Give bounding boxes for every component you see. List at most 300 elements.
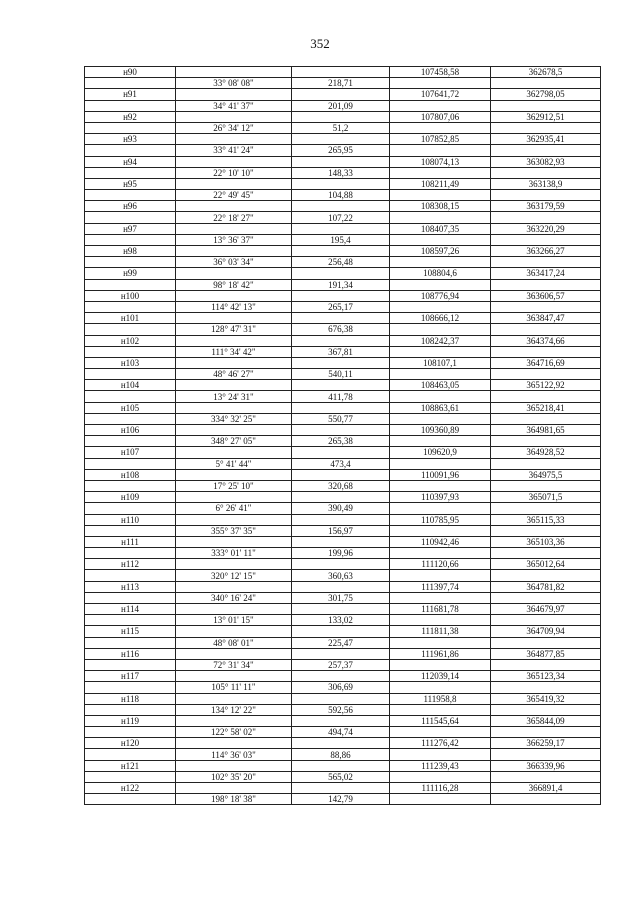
segment-row xyxy=(85,749,601,760)
empty-cell xyxy=(176,648,292,659)
empty-cell xyxy=(390,369,491,380)
empty-cell xyxy=(390,279,491,290)
x-coordinate: 111276,42 xyxy=(390,738,491,749)
empty-cell xyxy=(491,637,601,648)
point-name: н94 xyxy=(85,156,176,167)
segment-length: 390,49 xyxy=(292,503,390,514)
y-coordinate: 365012,64 xyxy=(491,559,601,570)
segment-length: 191,34 xyxy=(292,279,390,290)
empty-cell xyxy=(491,346,601,357)
x-coordinate: 110942,46 xyxy=(390,536,491,547)
segment-row xyxy=(85,257,601,268)
empty-cell xyxy=(390,190,491,201)
empty-cell xyxy=(292,111,390,122)
x-coordinate: 109360,89 xyxy=(390,425,491,436)
point-row xyxy=(85,357,601,368)
x-coordinate: 108211,49 xyxy=(390,178,491,189)
x-coordinate: 108776,94 xyxy=(390,290,491,301)
empty-cell xyxy=(85,570,176,581)
point-row xyxy=(85,648,601,659)
direction-angle: 26° 34' 12" xyxy=(176,122,292,133)
empty-cell xyxy=(491,324,601,335)
empty-cell xyxy=(390,570,491,581)
empty-cell xyxy=(390,122,491,133)
empty-cell xyxy=(491,167,601,178)
empty-cell xyxy=(491,190,601,201)
segment-length: 592,56 xyxy=(292,704,390,715)
y-coordinate: 365419,32 xyxy=(491,693,601,704)
segment-length: 301,75 xyxy=(292,592,390,603)
y-coordinate: 363266,27 xyxy=(491,246,601,257)
direction-angle: 348° 27' 05" xyxy=(176,436,292,447)
point-row xyxy=(85,335,601,346)
empty-cell xyxy=(390,257,491,268)
point-name: н97 xyxy=(85,223,176,234)
empty-cell xyxy=(176,313,292,324)
segment-length: 51,2 xyxy=(292,122,390,133)
segment-row xyxy=(85,637,601,648)
empty-cell xyxy=(176,67,292,78)
empty-cell xyxy=(390,592,491,603)
point-name: н104 xyxy=(85,380,176,391)
empty-cell xyxy=(390,749,491,760)
segment-length: 133,02 xyxy=(292,615,390,626)
empty-cell xyxy=(85,167,176,178)
segment-row xyxy=(85,682,601,693)
y-coordinate: 365103,36 xyxy=(491,536,601,547)
empty-cell xyxy=(292,671,390,682)
segment-row xyxy=(85,436,601,447)
empty-cell xyxy=(390,234,491,245)
empty-cell xyxy=(292,178,390,189)
segment-row xyxy=(85,704,601,715)
point-name: н117 xyxy=(85,671,176,682)
y-coordinate: 364374,66 xyxy=(491,335,601,346)
empty-cell xyxy=(491,145,601,156)
point-name: н120 xyxy=(85,738,176,749)
empty-cell xyxy=(390,704,491,715)
x-coordinate: 108804,6 xyxy=(390,268,491,279)
point-row xyxy=(85,604,601,615)
empty-cell xyxy=(176,604,292,615)
empty-cell xyxy=(491,413,601,424)
point-row xyxy=(85,536,601,547)
direction-angle: 33° 41' 24" xyxy=(176,145,292,156)
empty-cell xyxy=(390,682,491,693)
empty-cell xyxy=(176,447,292,458)
x-coordinate: 108597,26 xyxy=(390,246,491,257)
empty-cell xyxy=(390,436,491,447)
empty-cell xyxy=(390,548,491,559)
y-coordinate: 362912,51 xyxy=(491,111,601,122)
y-coordinate: 364981,65 xyxy=(491,425,601,436)
direction-angle: 22° 49' 45" xyxy=(176,190,292,201)
empty-cell xyxy=(176,492,292,503)
x-coordinate: 108666,12 xyxy=(390,313,491,324)
point-row xyxy=(85,111,601,122)
empty-cell xyxy=(85,480,176,491)
empty-cell xyxy=(292,357,390,368)
x-coordinate: 110397,93 xyxy=(390,492,491,503)
segment-length: 360,63 xyxy=(292,570,390,581)
point-row xyxy=(85,246,601,257)
empty-cell xyxy=(491,570,601,581)
segment-length: 540,11 xyxy=(292,369,390,380)
point-name: н98 xyxy=(85,246,176,257)
segment-length: 104,88 xyxy=(292,190,390,201)
empty-cell xyxy=(292,223,390,234)
segment-length: 256,48 xyxy=(292,257,390,268)
direction-angle: 34° 41' 37" xyxy=(176,100,292,111)
point-name: н106 xyxy=(85,425,176,436)
empty-cell xyxy=(85,592,176,603)
direction-angle: 198° 18' 38" xyxy=(176,794,292,805)
direction-angle: 122° 58' 02" xyxy=(176,727,292,738)
empty-cell xyxy=(491,257,601,268)
direction-angle: 333° 01' 11" xyxy=(176,548,292,559)
empty-cell xyxy=(176,357,292,368)
direction-angle: 114° 42' 13" xyxy=(176,301,292,312)
empty-cell xyxy=(491,749,601,760)
point-name: н96 xyxy=(85,201,176,212)
point-name: н93 xyxy=(85,134,176,145)
direction-angle: 355° 37' 35" xyxy=(176,525,292,536)
x-coordinate: 108242,37 xyxy=(390,335,491,346)
direction-angle: 72° 31' 34" xyxy=(176,659,292,670)
empty-cell xyxy=(176,671,292,682)
empty-cell xyxy=(491,771,601,782)
point-row xyxy=(85,715,601,726)
empty-cell xyxy=(491,212,601,223)
empty-cell xyxy=(176,201,292,212)
empty-cell xyxy=(292,335,390,346)
point-row xyxy=(85,559,601,570)
direction-angle: 48° 08' 01" xyxy=(176,637,292,648)
point-name: н122 xyxy=(85,783,176,794)
empty-cell xyxy=(491,234,601,245)
point-row xyxy=(85,268,601,279)
point-row xyxy=(85,581,601,592)
segment-length: 565,02 xyxy=(292,771,390,782)
empty-cell xyxy=(491,100,601,111)
empty-cell xyxy=(292,89,390,100)
y-coordinate: 363179,59 xyxy=(491,201,601,212)
empty-cell xyxy=(176,380,292,391)
y-coordinate: 365218,41 xyxy=(491,402,601,413)
empty-cell xyxy=(176,693,292,704)
point-name: н115 xyxy=(85,626,176,637)
empty-cell xyxy=(390,794,491,805)
point-name: н108 xyxy=(85,469,176,480)
coordinates-table xyxy=(84,66,601,805)
empty-cell xyxy=(390,100,491,111)
table-body xyxy=(85,67,601,805)
empty-cell xyxy=(85,637,176,648)
point-name: н116 xyxy=(85,648,176,659)
empty-cell xyxy=(85,369,176,380)
y-coordinate: 363417,24 xyxy=(491,268,601,279)
x-coordinate: 108308,15 xyxy=(390,201,491,212)
point-row xyxy=(85,134,601,145)
x-coordinate: 107641,72 xyxy=(390,89,491,100)
point-row xyxy=(85,492,601,503)
direction-angle: 111° 34' 42" xyxy=(176,346,292,357)
empty-cell xyxy=(491,503,601,514)
empty-cell xyxy=(491,548,601,559)
empty-cell xyxy=(292,604,390,615)
point-name: н91 xyxy=(85,89,176,100)
empty-cell xyxy=(85,122,176,133)
segment-row xyxy=(85,301,601,312)
empty-cell xyxy=(491,436,601,447)
point-name: н110 xyxy=(85,514,176,525)
empty-cell xyxy=(85,257,176,268)
point-name: н119 xyxy=(85,715,176,726)
segment-length: 88,86 xyxy=(292,749,390,760)
point-row xyxy=(85,313,601,324)
segment-row xyxy=(85,369,601,380)
empty-cell xyxy=(85,749,176,760)
direction-angle: 340° 16' 24" xyxy=(176,592,292,603)
empty-cell xyxy=(85,78,176,89)
segment-length: 142,79 xyxy=(292,794,390,805)
point-name: н109 xyxy=(85,492,176,503)
x-coordinate: 108407,35 xyxy=(390,223,491,234)
y-coordinate: 364877,85 xyxy=(491,648,601,659)
empty-cell xyxy=(176,246,292,257)
point-row xyxy=(85,178,601,189)
direction-angle: 5° 41' 44" xyxy=(176,458,292,469)
point-row xyxy=(85,447,601,458)
empty-cell xyxy=(176,134,292,145)
direction-angle: 22° 18' 27" xyxy=(176,212,292,223)
x-coordinate: 110785,95 xyxy=(390,514,491,525)
segment-row xyxy=(85,212,601,223)
empty-cell xyxy=(85,771,176,782)
x-coordinate: 111120,66 xyxy=(390,559,491,570)
empty-cell xyxy=(176,760,292,771)
x-coordinate: 111116,28 xyxy=(390,783,491,794)
empty-cell xyxy=(292,425,390,436)
segment-row xyxy=(85,167,601,178)
segment-row xyxy=(85,413,601,424)
empty-cell xyxy=(292,268,390,279)
y-coordinate: 363220,29 xyxy=(491,223,601,234)
empty-cell xyxy=(390,346,491,357)
direction-angle: 320° 12' 15" xyxy=(176,570,292,581)
y-coordinate: 364975,5 xyxy=(491,469,601,480)
direction-angle: 6° 26' 41" xyxy=(176,503,292,514)
empty-cell xyxy=(390,212,491,223)
y-coordinate: 364709,94 xyxy=(491,626,601,637)
empty-cell xyxy=(85,100,176,111)
point-row xyxy=(85,67,601,78)
x-coordinate: 112039,14 xyxy=(390,671,491,682)
empty-cell xyxy=(85,615,176,626)
empty-cell xyxy=(292,290,390,301)
segment-row xyxy=(85,615,601,626)
empty-cell xyxy=(85,190,176,201)
segment-length: 320,68 xyxy=(292,480,390,491)
empty-cell xyxy=(176,536,292,547)
empty-cell xyxy=(176,626,292,637)
direction-angle: 334° 32' 25" xyxy=(176,413,292,424)
point-name: н112 xyxy=(85,559,176,570)
point-row xyxy=(85,738,601,749)
empty-cell xyxy=(85,346,176,357)
empty-cell xyxy=(390,458,491,469)
empty-cell xyxy=(176,469,292,480)
empty-cell xyxy=(491,458,601,469)
empty-cell xyxy=(85,212,176,223)
y-coordinate: 365071,5 xyxy=(491,492,601,503)
point-name: н114 xyxy=(85,604,176,615)
segment-row xyxy=(85,548,601,559)
empty-cell xyxy=(176,268,292,279)
y-coordinate: 365123,34 xyxy=(491,671,601,682)
direction-angle: 105° 11' 11" xyxy=(176,682,292,693)
y-coordinate: 362798,05 xyxy=(491,89,601,100)
segment-row xyxy=(85,727,601,738)
segment-row xyxy=(85,503,601,514)
empty-cell xyxy=(491,727,601,738)
empty-cell xyxy=(85,324,176,335)
x-coordinate: 111961,86 xyxy=(390,648,491,659)
empty-cell xyxy=(292,67,390,78)
empty-cell xyxy=(85,301,176,312)
empty-cell xyxy=(491,794,601,805)
empty-cell xyxy=(491,78,601,89)
empty-cell xyxy=(390,727,491,738)
y-coordinate: 364679,97 xyxy=(491,604,601,615)
segment-length: 411,78 xyxy=(292,391,390,402)
x-coordinate: 108074,13 xyxy=(390,156,491,167)
empty-cell xyxy=(176,335,292,346)
segment-row xyxy=(85,794,601,805)
empty-cell xyxy=(176,89,292,100)
point-row xyxy=(85,223,601,234)
empty-cell xyxy=(390,167,491,178)
point-row xyxy=(85,156,601,167)
segment-length: 218,71 xyxy=(292,78,390,89)
x-coordinate: 111681,78 xyxy=(390,604,491,615)
segment-row xyxy=(85,234,601,245)
y-coordinate: 365844,09 xyxy=(491,715,601,726)
empty-cell xyxy=(85,391,176,402)
direction-angle: 98° 18' 42" xyxy=(176,279,292,290)
segment-length: 367,81 xyxy=(292,346,390,357)
direction-angle: 134° 12' 22" xyxy=(176,704,292,715)
segment-length: 494,74 xyxy=(292,727,390,738)
point-name: н101 xyxy=(85,313,176,324)
empty-cell xyxy=(491,279,601,290)
segment-row xyxy=(85,525,601,536)
empty-cell xyxy=(491,704,601,715)
empty-cell xyxy=(390,324,491,335)
direction-angle: 17° 25' 10" xyxy=(176,480,292,491)
empty-cell xyxy=(176,514,292,525)
y-coordinate: 362678,5 xyxy=(491,67,601,78)
point-name: н100 xyxy=(85,290,176,301)
empty-cell xyxy=(390,301,491,312)
direction-angle: 48° 46' 27" xyxy=(176,369,292,380)
y-coordinate: 364716,69 xyxy=(491,357,601,368)
empty-cell xyxy=(292,469,390,480)
empty-cell xyxy=(491,122,601,133)
direction-angle: 33° 08' 08" xyxy=(176,78,292,89)
point-name: н118 xyxy=(85,693,176,704)
x-coordinate: 109620,9 xyxy=(390,447,491,458)
empty-cell xyxy=(390,637,491,648)
empty-cell xyxy=(85,704,176,715)
segment-length: 225,47 xyxy=(292,637,390,648)
x-coordinate: 108107,1 xyxy=(390,357,491,368)
direction-angle: 13° 36' 37" xyxy=(176,234,292,245)
empty-cell xyxy=(176,715,292,726)
segment-length: 257,37 xyxy=(292,659,390,670)
page-number: 352 xyxy=(310,36,330,51)
point-name: н103 xyxy=(85,357,176,368)
empty-cell xyxy=(85,548,176,559)
empty-cell xyxy=(491,480,601,491)
point-name: н92 xyxy=(85,111,176,122)
empty-cell xyxy=(85,279,176,290)
empty-cell xyxy=(390,78,491,89)
y-coordinate: 364781,82 xyxy=(491,581,601,592)
empty-cell xyxy=(85,682,176,693)
empty-cell xyxy=(292,648,390,659)
point-row xyxy=(85,693,601,704)
empty-cell xyxy=(292,156,390,167)
point-row xyxy=(85,760,601,771)
y-coordinate: 366891,4 xyxy=(491,783,601,794)
segment-row xyxy=(85,100,601,111)
point-row xyxy=(85,469,601,480)
empty-cell xyxy=(390,413,491,424)
segment-length: 265,38 xyxy=(292,436,390,447)
empty-cell xyxy=(390,503,491,514)
empty-cell xyxy=(292,693,390,704)
segment-length: 550,77 xyxy=(292,413,390,424)
empty-cell xyxy=(176,290,292,301)
segment-row xyxy=(85,122,601,133)
segment-length: 195,4 xyxy=(292,234,390,245)
empty-cell xyxy=(491,615,601,626)
segment-length: 676,38 xyxy=(292,324,390,335)
x-coordinate: 107852,85 xyxy=(390,134,491,145)
direction-angle: 22° 10' 10" xyxy=(176,167,292,178)
segment-length: 265,17 xyxy=(292,301,390,312)
point-name: н111 xyxy=(85,536,176,547)
x-coordinate: 107807,06 xyxy=(390,111,491,122)
empty-cell xyxy=(491,592,601,603)
segment-length: 265,95 xyxy=(292,145,390,156)
empty-cell xyxy=(292,201,390,212)
empty-cell xyxy=(292,715,390,726)
empty-cell xyxy=(390,391,491,402)
x-coordinate: 111958,8 xyxy=(390,693,491,704)
empty-cell xyxy=(85,145,176,156)
empty-cell xyxy=(292,626,390,637)
empty-cell xyxy=(176,156,292,167)
empty-cell xyxy=(176,402,292,413)
point-row xyxy=(85,380,601,391)
point-name: н90 xyxy=(85,67,176,78)
point-name: н105 xyxy=(85,402,176,413)
point-row xyxy=(85,626,601,637)
empty-cell xyxy=(292,246,390,257)
y-coordinate: 363847,47 xyxy=(491,313,601,324)
